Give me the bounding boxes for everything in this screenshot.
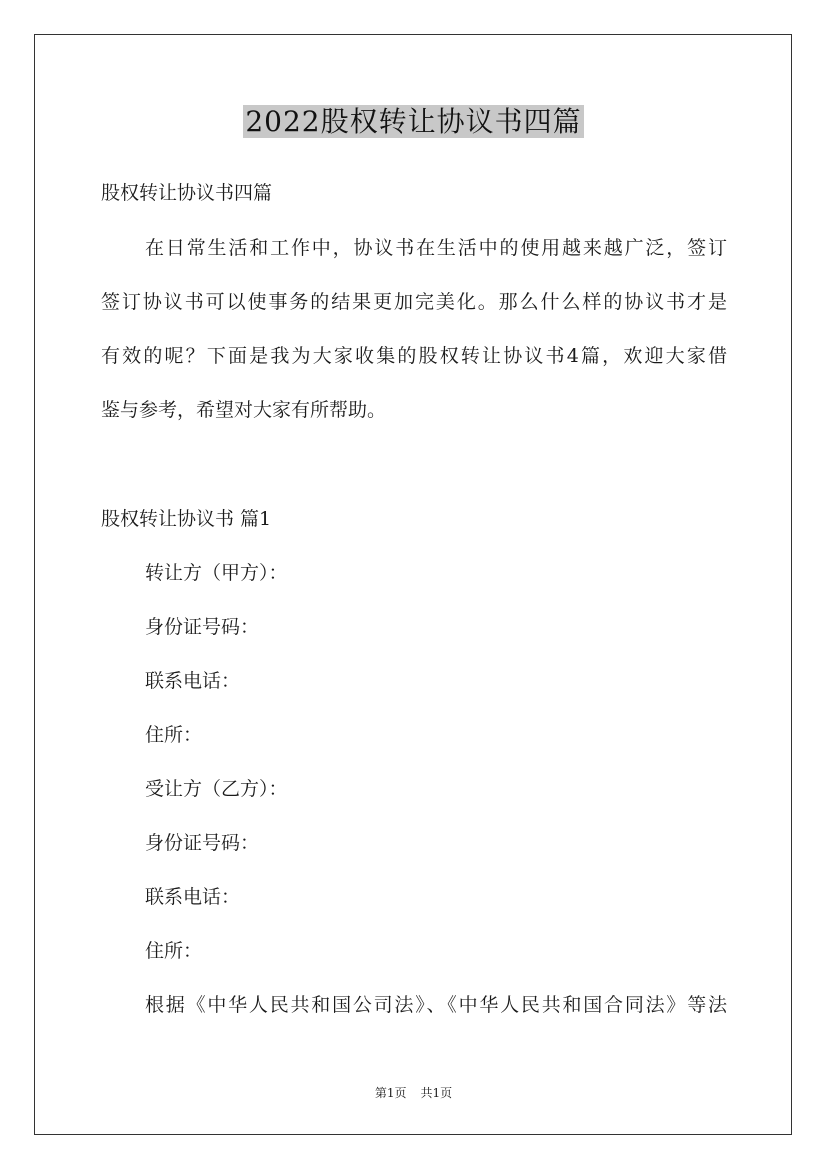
field-transferee: 受让方（乙方）：	[145, 778, 288, 800]
field-transferor: 转让方（甲方）：	[145, 562, 288, 584]
body-last-line: 根据《中华人民共和国公司法》、《中华人民共和国合同法》等法	[145, 994, 727, 1016]
intro-line-1: 在日常生活和工作中，协议书在生活中的使用越来越广泛，签订	[145, 237, 727, 259]
field-address: 住所：	[145, 940, 203, 962]
field-phone: 联系电话：	[145, 670, 241, 692]
field-id-number: 身份证号码：	[145, 832, 260, 854]
page-footer	[0, 1084, 827, 1101]
field-address: 住所：	[145, 724, 203, 746]
field-id-number: 身份证号码：	[145, 616, 260, 638]
field-phone: 联系电话：	[145, 886, 241, 908]
page-number: 第1页	[374, 1086, 407, 1100]
intro-line-2: 签订协议书可以使事务的结果更加完美化。那么什么样的协议书才是	[101, 291, 727, 313]
document-heading: 股权转让协议书四篇	[101, 182, 273, 204]
intro-line-3: 有效的呢？下面是我为大家收集的股权转让协议书4篇，欢迎大家借	[101, 345, 727, 367]
document-title-text: 2022股权转让协议书四篇	[245, 105, 582, 138]
intro-line-4: 鉴与参考，希望对大家有所帮助。	[101, 399, 387, 421]
page-total: 共1页	[420, 1086, 453, 1100]
section-heading: 股权转让协议书 篇1	[101, 508, 272, 530]
document-title	[0, 100, 827, 144]
